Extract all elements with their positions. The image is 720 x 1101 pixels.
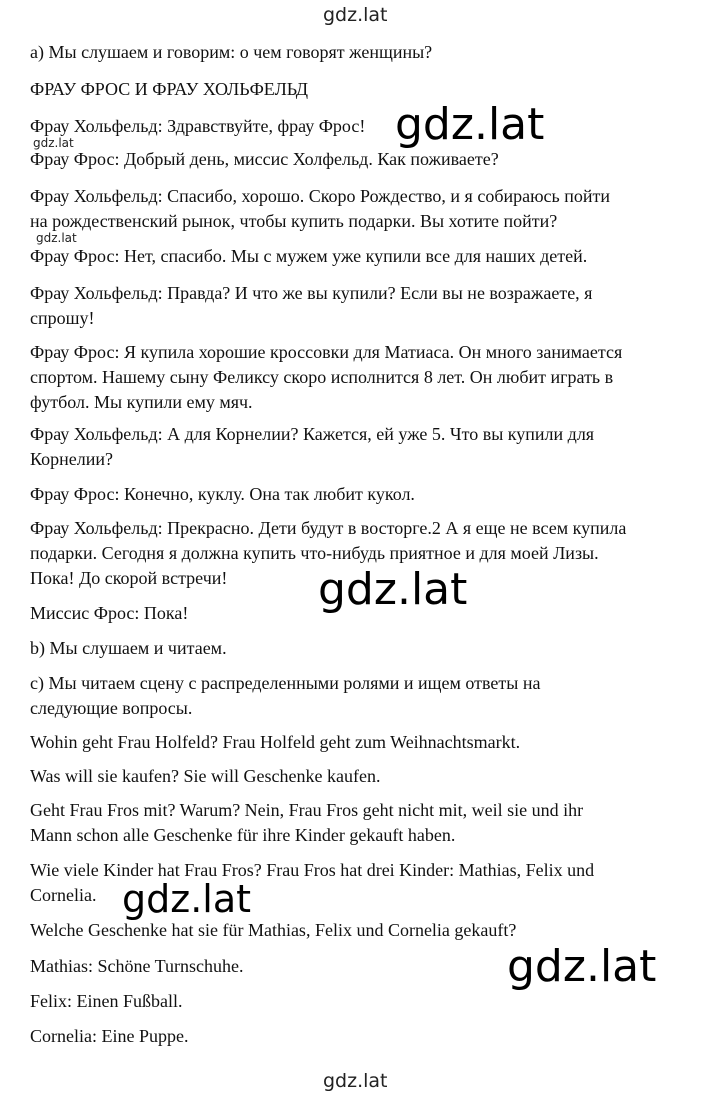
- watermark-overlay: gdz.lat: [33, 136, 74, 150]
- dialogue-line: Фрау Фрос: Я купила хорошие кроссовки для Матиаса. Он много занимается спортом. Нашему сыну Феликсу скоро исполнится 8 лет. Он любит играть в футбол. Мы купили ему мяч.: [30, 342, 623, 412]
- watermark-footer: gdz.lat: [323, 1070, 388, 1092]
- answer-line: Cornelia: Eine Puppe.: [30, 1026, 189, 1046]
- answer-line: Welche Geschenke hat sie für Mathias, Felix und Cornelia gekauft?: [30, 920, 517, 940]
- dialogue-line: Фрау Хольфельд: Здравствуйте, фрау Фрос!: [30, 116, 366, 136]
- answer-line: Mathias: Schöne Turnschuhe.: [30, 956, 244, 976]
- watermark-header: gdz.lat: [323, 4, 388, 26]
- watermark-overlay: gdz.lat: [507, 941, 657, 992]
- answer-line: Wie viele Kinder hat Frau Fros? Frau Fros hat drei Kinder: Mathias, Felix und Cornelia.: [30, 860, 595, 905]
- task-b-heading: b) Мы слушаем и читаем.: [30, 638, 227, 658]
- watermark-overlay: gdz.lat: [395, 99, 545, 150]
- dialogue-line: Фрау Фрос: Добрый день, миссис Холфельд. Как поживаете?: [30, 149, 499, 169]
- watermark-overlay: gdz.lat: [318, 564, 468, 615]
- task-a-heading: а) Мы слушаем и говорим: о чем говорят женщины?: [30, 42, 433, 62]
- dialogue-line: Фрау Хольфельд: Спасибо, хорошо. Скоро Рождество, и я собираюсь пойти на рождественский рынок, чтобы купить подарки. Вы хотите пойти?: [30, 186, 611, 231]
- answer-line: Was will sie kaufen? Sie will Geschenke kaufen.: [30, 766, 381, 786]
- dialogue-line: Фрау Хольфельд: А для Корнелии? Кажется, ей уже 5. Что вы купили для Корнелии?: [30, 424, 595, 469]
- watermark-overlay: gdz.lat: [36, 231, 77, 245]
- dialogue-line: Фрау Фрос: Нет, спасибо. Мы с мужем уже купили все для наших детей.: [30, 246, 588, 266]
- dialogue-line: Фрау Фрос: Конечно, куклу. Она так любит кукол.: [30, 484, 415, 504]
- task-c-heading: с) Мы читаем сцену с распределенными ролями и ищем ответы на следующие вопросы.: [30, 673, 541, 718]
- answer-line: Geht Frau Fros mit? Warum? Nein, Frau Fros geht nicht mit, weil sie und ihr Mann schon alle Geschenke für ihre Kinder gekauft haben.: [30, 800, 584, 845]
- watermark-overlay: gdz.lat: [122, 877, 252, 921]
- dialogue-line: Фрау Хольфельд: Правда? И что же вы купили? Если вы не возражаете, я спрошу!: [30, 283, 593, 328]
- dialogue-line: Миссис Фрос: Пока!: [30, 603, 189, 623]
- answer-line: Felix: Einen Fußball.: [30, 991, 183, 1011]
- answer-line: Wohin geht Frau Holfeld? Frau Holfeld geht zum Weihnachtsmarkt.: [30, 732, 521, 752]
- dialogue-line: Фрау Хольфельд: Прекрасно. Дети будут в восторге.2 А я еще не всем купила подарки. Сегодня я должна купить что-нибудь приятное и для моей Лизы. Пока! До скорой встречи!: [30, 518, 627, 588]
- dialogue-title: ФРАУ ФРОС И ФРАУ ХОЛЬФЕЛЬД: [30, 79, 309, 99]
